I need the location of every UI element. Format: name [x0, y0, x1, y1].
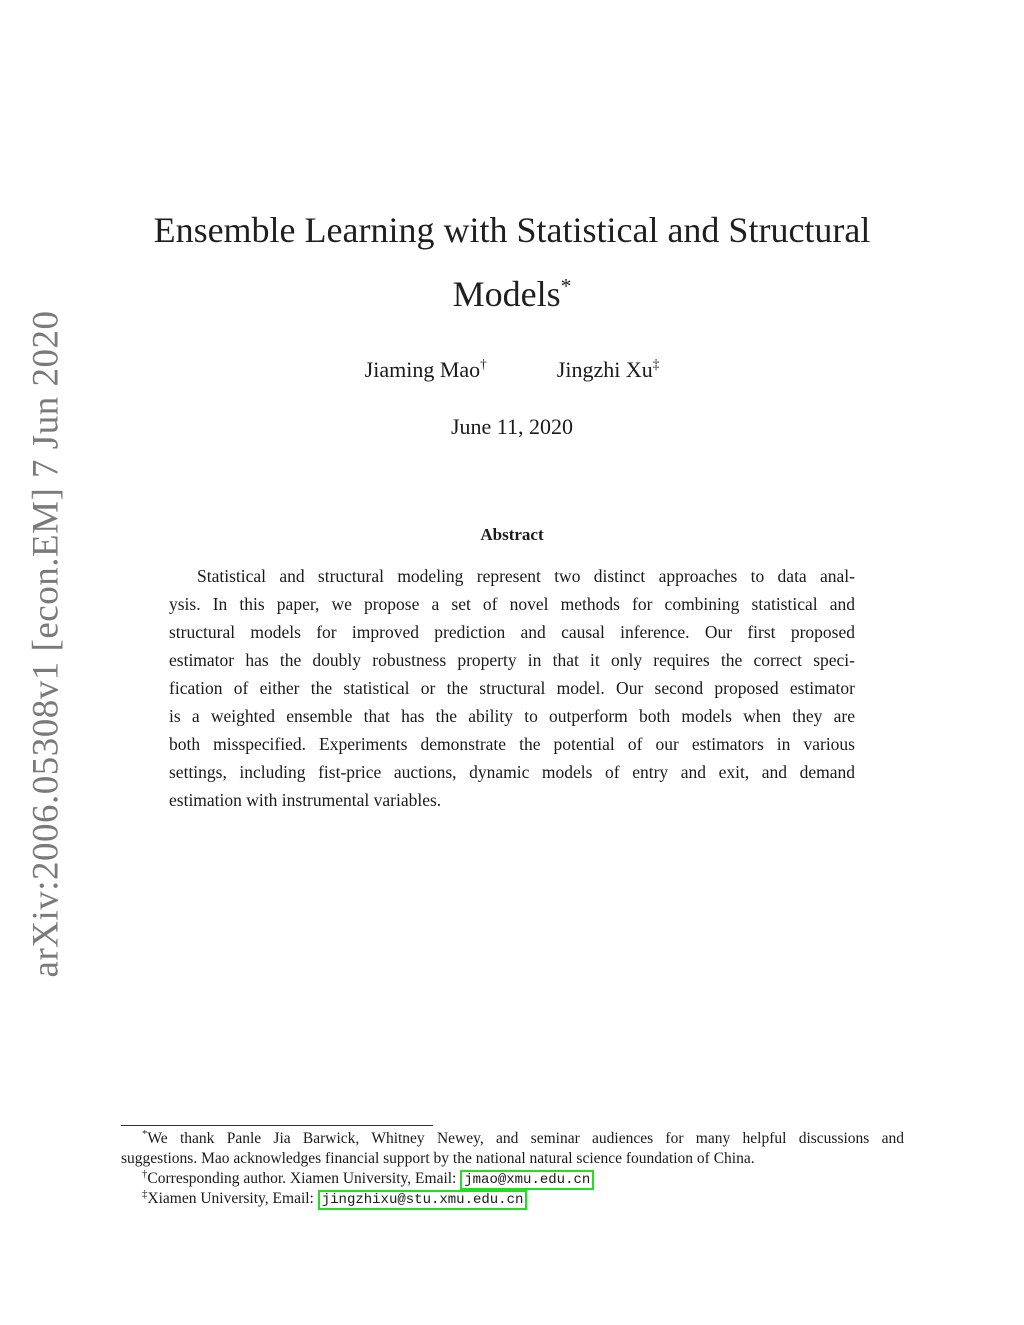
footnote-1-mark: * [142, 1127, 148, 1140]
abstract-line: both misspecified. Experiments demonstrate the potential of our estimators in various [169, 734, 855, 754]
title-footnote-mark: * [560, 274, 572, 298]
abstract-line: estimation with instrumental variables. [169, 790, 442, 810]
author-1-footnote-mark: † [480, 356, 487, 372]
abstract-heading: Abstract [480, 525, 544, 544]
paper-title-line-2-text: Models [452, 274, 561, 314]
abstract-line: is a weighted ensemble that has the ability to outperform both models when they are [169, 706, 855, 726]
footnote-separator-rule [121, 1125, 433, 1126]
paper-date: June 11, 2020 [450, 414, 573, 439]
author-2-name: Jingzhi Xu [556, 357, 653, 382]
footnotes [121, 1129, 904, 1209]
footnote-3 [121, 1189, 904, 1209]
footnote-1-line-1 [121, 1129, 904, 1149]
arxiv-side-stamp: arXiv:2006.05308v1 [econ.EM] 7 Jun 2020 [25, 310, 67, 978]
author-1-name: Jiaming Mao [364, 357, 481, 382]
footnote-3-mark: ‡ [142, 1187, 148, 1200]
paper-title-line-1: Ensemble Learning with Statistical and Structural [153, 210, 871, 250]
author-1 [365, 357, 487, 383]
email-link-jingzhixu[interactable]: jingzhixu@stu.xmu.edu.cn [318, 1190, 528, 1210]
footnote-1-text-1: We thank Panle Jia Barwick, Whitney Newey, and seminar audiences for many helpful discussions and [147, 1130, 904, 1147]
footnote-3-text: Xiamen University, Email: [147, 1190, 318, 1207]
footnote-2 [121, 1169, 904, 1189]
author-2 [557, 357, 660, 383]
abstract-line: ysis. In this paper, we propose a set of novel methods for combining statistical and [169, 594, 855, 614]
footnote-1-line-2: suggestions. Mao acknowledges financial support by the national natural science foundation of China. [121, 1150, 755, 1167]
abstract-body [169, 562, 855, 814]
abstract-line: structural models for improved prediction and causal inference. Our first proposed [169, 622, 855, 642]
author-2-footnote-mark: ‡ [652, 356, 660, 372]
abstract-line: fication of either the statistical or the structural model. Our second proposed estimator [169, 678, 855, 698]
author-list [0, 357, 1024, 383]
footnote-2-mark: † [142, 1167, 148, 1180]
email-link-jmao[interactable]: jmao@xmu.edu.cn [460, 1170, 594, 1190]
abstract-line: Statistical and structural modeling represent two distinct approaches to data anal- [197, 566, 855, 586]
footnote-2-text: Corresponding author. Xiamen University, Email: [147, 1170, 461, 1187]
paper-title-line-2 [0, 273, 1024, 315]
abstract-line: estimator has the doubly robustness property in that it only requires the correct speci- [169, 650, 855, 670]
abstract-line: settings, including fist-price auctions, dynamic models of entry and exit, and demand [169, 762, 855, 782]
